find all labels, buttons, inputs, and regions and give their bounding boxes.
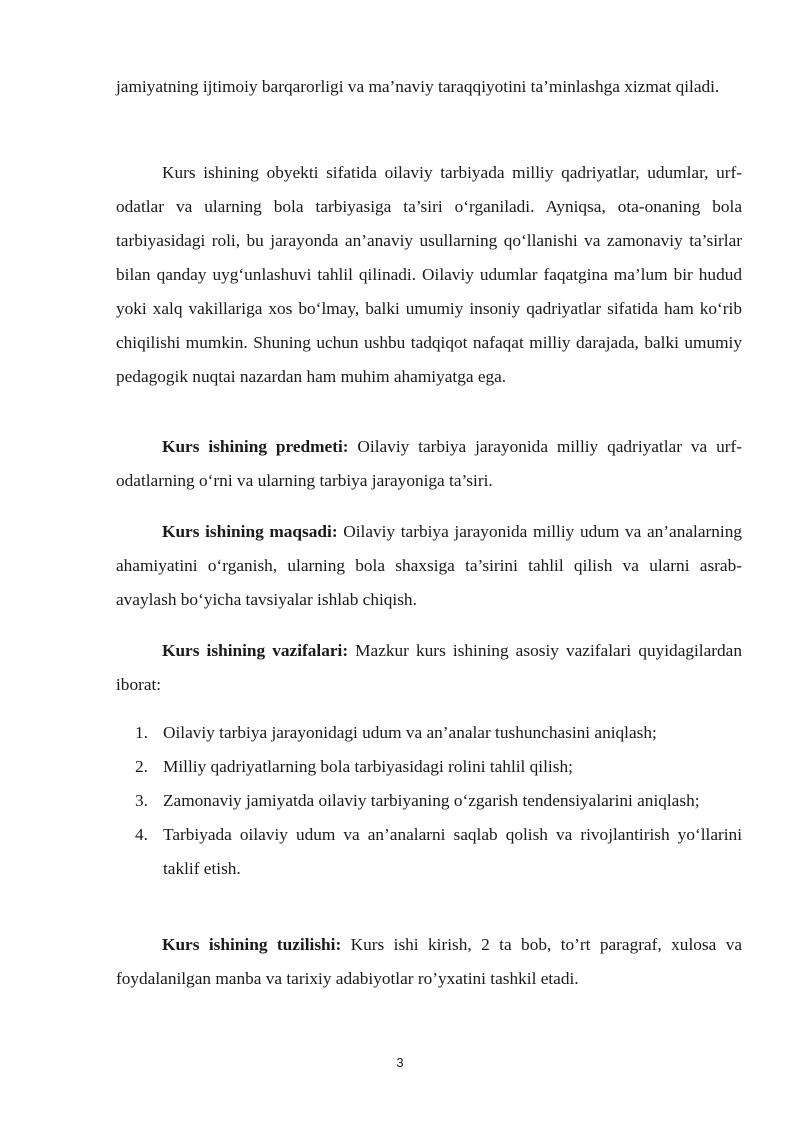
list-item-number: 3. (135, 791, 148, 810)
subject-label: Kurs ishining predmeti: (162, 437, 349, 456)
structure-label: Kurs ishining tuzilishi: (162, 935, 342, 954)
paragraph-intro-end: jamiyatning ijtimoiy barqarorligi va ma’naviy taraqqiyotini ta’minlashga xizmat qiladi. (116, 77, 720, 96)
tasks-label: Kurs ishining vazifalari: (162, 641, 349, 660)
goal-text: Oilaviy tarbiya jarayonida milliy udum va an’analarning ahamiyatini o‘rganish, ularning bola shaxsiga ta’sirini tahlil qilish va ularni asrab-avaylash bo‘yicha tavsiyalar ishlab chiqish. (116, 522, 742, 609)
list-item-number: 1. (135, 723, 148, 742)
list-item (116, 784, 742, 818)
structure-text: Kurs ishi kirish, 2 ta bob, to’rt paragraf, xulosa va foydalanilgan manba va tarixiy adabiyotlar ro’yxatini tashkil etadi. (116, 935, 742, 988)
list-item (116, 716, 742, 750)
paragraph-goal (116, 515, 742, 617)
list-item-number: 4. (135, 825, 148, 844)
list-item-text: Oilaviy tarbiya jarayonidagi udum va an’analar tushunchasini aniqlash; (163, 723, 657, 742)
list-item (116, 818, 742, 886)
paragraph-object: Kurs ishining obyekti sifatida oilaviy tarbiyada milliy qadriyatlar, udumlar, urf-odatlar va ularning bola tarbiyasiga ta’siri o‘rganiladi. Ayniqsa, ota-onaning bola tarbiyasidagi roli, bu jarayonda an’anaviy usullarning qo‘llanishi va zamonaviy ta’sirlar bilan qanday uyg‘unlashuvi tahlil qilinadi. Oilaviy udumlar faqatgina ma’lum bir hudud yoki xalq vakillariga xos bo‘lmay, balki umumiy insoniy qadriyatlar sifatida ham ko‘rib chiqilishi mumkin. Shuning uchun ushbu tadqiqot nafaqat milliy darajada, balki umumiy pedagogik nuqtai nazardan ham muhim ahamiyatga ega. (116, 163, 742, 386)
tasks-text: Mazkur kurs ishining asosiy vazifalari quyidagilardan iborat: (116, 641, 742, 694)
paragraph-tasks (116, 634, 742, 702)
task-list (116, 716, 742, 886)
list-item-text: Zamonaviy jamiyatda oilaviy tarbiyaning o‘zgarish tendensiyalarini aniqlash; (163, 791, 700, 810)
subject-text: Oilaviy tarbiya jarayonida milliy qadriyatlar va urf-odatlarning o‘rni va ularning tarbiya jarayoniga ta’siri. (116, 437, 742, 490)
paragraph-structure (116, 928, 742, 996)
goal-label: Kurs ishining maqsadi: (162, 522, 338, 541)
list-item (116, 750, 742, 784)
list-item-number: 2. (135, 757, 148, 776)
list-item-text: Tarbiyada oilaviy udum va an’analarni saqlab qolish va rivojlantirish yo‘llarini taklif etish. (163, 825, 742, 878)
page-number: 3 (396, 1055, 404, 1070)
list-item-text: Milliy qadriyatlarning bola tarbiyasidagi rolini tahlil qilish; (163, 757, 573, 776)
paragraph-subject (116, 430, 742, 498)
